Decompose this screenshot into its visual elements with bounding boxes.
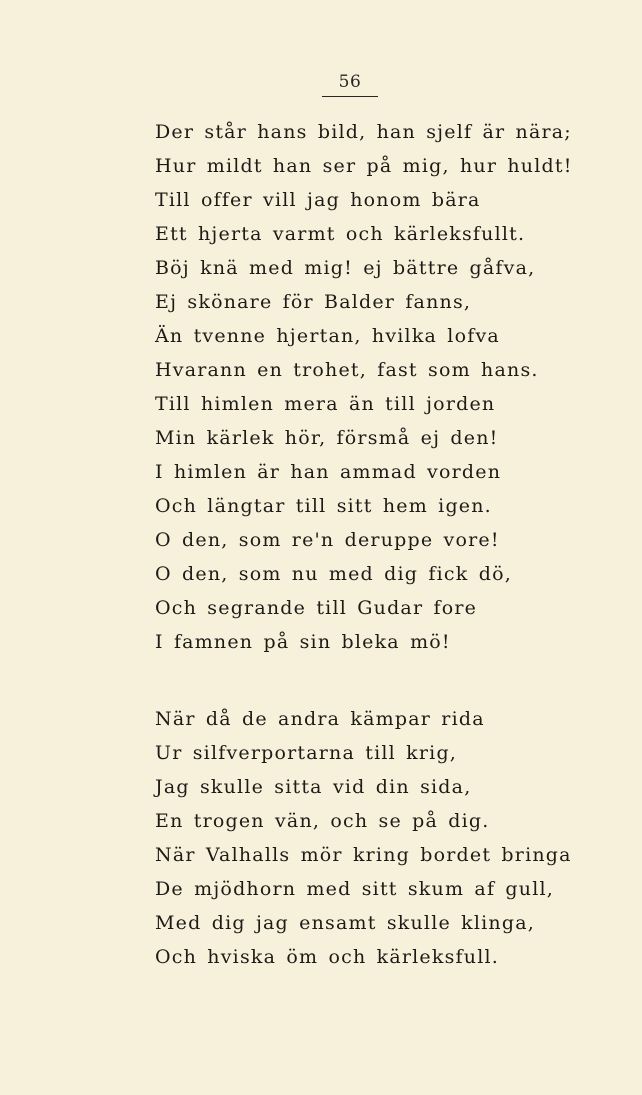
poem-line: Min kärlek hör, försmå ej den! [155,427,499,449]
poem-line: O den, som nu med dig fick dö, [155,563,512,585]
poem-line: Hvarann en trohet, fast som hans. [155,359,539,381]
poem-line: Jag skulle sitta vid din sida, [155,776,472,798]
poem-line: Hur mildt han ser på mig, hur huldt! [155,155,573,177]
poem-line: Ett hjerta varmt och kärleksfullt. [155,223,526,245]
poem-line: Och segrande till Gudar fore [155,597,478,619]
poem-line: När Valhalls mör kring bordet bringa [155,844,572,866]
poem-line: Än tvenne hjertan, hvilka lofva [155,325,500,347]
poem-line: Ur silfverportarna till krig, [155,742,458,764]
poem-line: Till offer vill jag honom bära [155,189,481,211]
stanza-2 [155,387,595,659]
poem-line: De mjödhorn med sitt skum af gull, [155,878,555,900]
poem-line: När då de andra kämpar rida [155,708,485,730]
poem-line: Och längtar till sitt hem igen. [155,495,492,517]
page-number-rule [322,96,378,97]
stanza-3 [155,702,595,974]
poem-line: O den, som re'n deruppe vore! [155,529,500,551]
poem-line: En trogen vän, och se på dig. [155,810,490,832]
poem-line: Till himlen mera än till jorden [155,393,496,415]
stanza-1 [155,115,595,387]
poem-line: Med dig jag ensamt skulle klinga, [155,912,535,934]
poem-line: I himlen är han ammad vorden [155,461,502,483]
poem-line: Der står hans bild, han sjelf är nära; [155,121,572,143]
poem-line: Böj knä med mig! ej bättre gåfva, [155,257,536,279]
poem-line: I famnen på sin bleka mö! [155,631,451,653]
poem-line: Ej skönare för Balder fanns, [155,291,472,313]
poem-line: Och hviska öm och kärleksfull. [155,946,499,968]
page-number: 56 [338,72,362,92]
